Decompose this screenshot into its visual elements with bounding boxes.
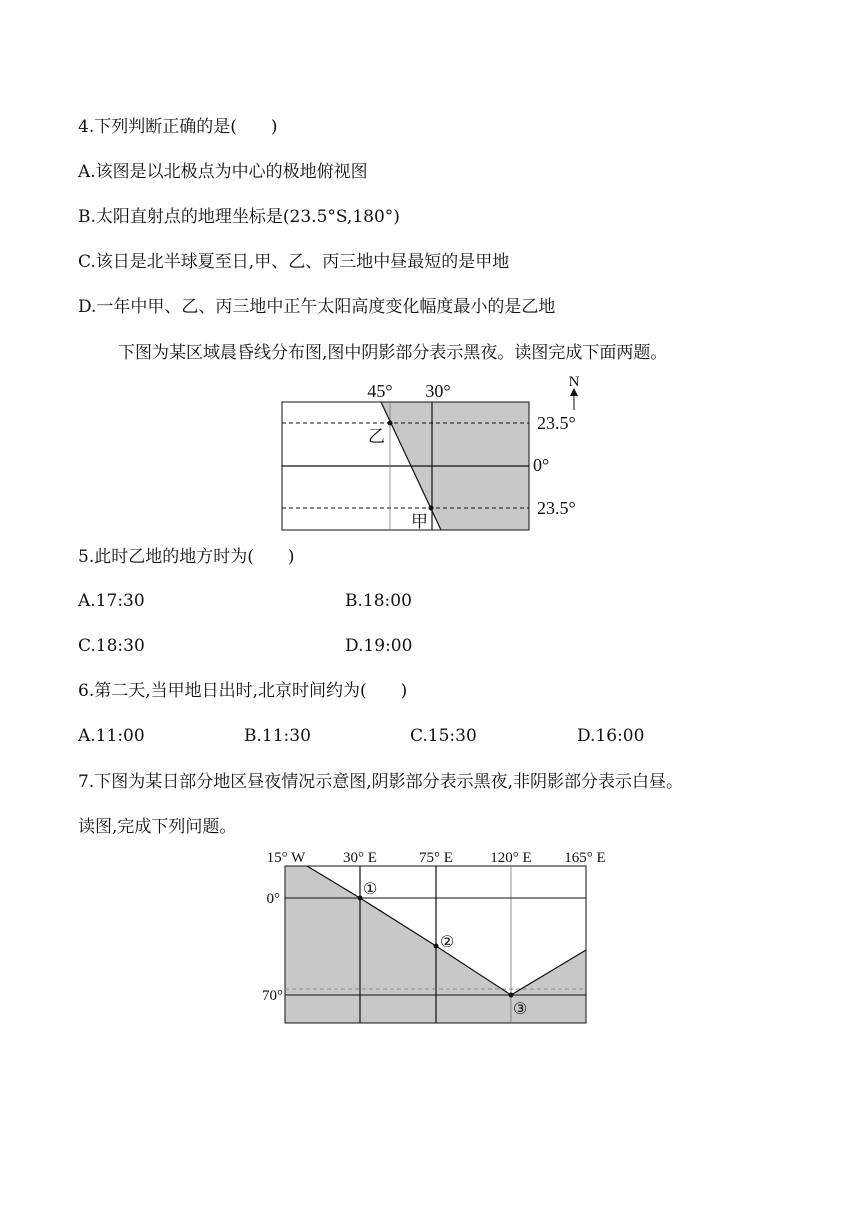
q4-option-c: C.该日是北半球夏至日,甲、乙、丙三地中昼最短的是甲地 — [78, 252, 510, 272]
north-label: N — [568, 374, 580, 390]
lat-label-south: 23.5° — [537, 498, 576, 518]
q4-option-d: D.一年中甲、乙、丙三地中正午太阳高度变化幅度最小的是乙地 — [78, 297, 556, 317]
q6-option-d: D.16:00 — [577, 726, 645, 746]
point-label-2: ② — [440, 934, 455, 951]
point-label-1: ① — [363, 881, 378, 898]
q5-option-a: A.17:30 — [78, 591, 145, 611]
q5-option-c: C.18:30 — [78, 636, 145, 656]
lon-label-30: 30° — [425, 381, 451, 401]
point-label-yi: 乙 — [368, 427, 385, 446]
lat-label-0: 0° — [266, 891, 280, 907]
q4-stem: 4.下列判断正确的是( ) — [78, 117, 278, 137]
q5-option-b: B.18:00 — [345, 591, 412, 611]
q7-stem-line1: 7.下图为某日部分地区昼夜情况示意图,阴影部分表示黑夜,非阴影部分表示白昼。 — [78, 772, 684, 792]
q5-stem: 5.此时乙地的地方时为( ) — [78, 547, 295, 567]
lat-label-equator: 0° — [533, 455, 550, 475]
point-label-jia: 甲 — [411, 512, 428, 531]
q5-option-d: D.19:00 — [345, 636, 413, 656]
lon-label-75e: 75° E — [419, 850, 453, 866]
q4-option-a: A.该图是以北极点为中心的极地俯视图 — [78, 162, 368, 182]
q4-option-b: B.太阳直射点的地理坐标是(23.5°S,180°) — [78, 207, 400, 227]
lon-label-30e: 30° E — [343, 850, 377, 866]
q7-stem-line2: 读图,完成下列问题。 — [78, 817, 237, 837]
lat-label-north: 23.5° — [537, 413, 576, 433]
lat-label-70: 70° — [262, 988, 283, 1004]
lon-label-165e: 165° E — [564, 850, 606, 866]
q6-option-c: C.15:30 — [410, 726, 477, 746]
lon-label-120e: 120° E — [490, 850, 532, 866]
q6-option-b: B.11:30 — [244, 726, 311, 746]
lon-label-45: 45° — [367, 381, 393, 401]
intro-5-6: 下图为某区域晨昏线分布图,图中阴影部分表示黑夜。读图完成下面两题。 — [118, 343, 668, 363]
lon-label-15w: 15° W — [266, 850, 306, 866]
q6-stem: 6.第二天,当甲地日出时,北京时间约为( ) — [78, 681, 408, 701]
q6-option-a: A.11:00 — [78, 726, 145, 746]
point-label-3: ③ — [513, 1001, 528, 1018]
